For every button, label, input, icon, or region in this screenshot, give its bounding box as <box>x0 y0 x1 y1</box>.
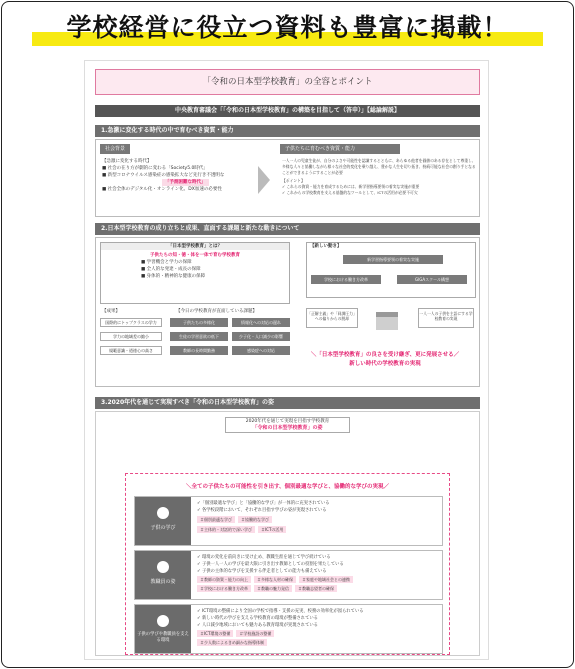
vision-row-label: 子供の学び <box>135 497 191 545</box>
document-preview <box>84 60 489 660</box>
section1-right-text: 一人一人の児童生徒が、自分のよさや可能性を認識するとともに、あらゆる他者を価値のある存在として尊重し、多様な人々と協働しながら様々な社会的変化を乗り越え、豊かな人生を切り拓き、持続可能な社会の創り手となることができるようにすることが必要 【ポイント】 ✓ これらの資質・能力を育成するためには、新学習指導要領の着実な実施が重要 ✓ これからの学校教育を支える基盤的なツールとして、ICTの活用が必要不可欠 <box>282 158 476 195</box>
section1-left-tag: 社会背景 <box>100 144 130 154</box>
reiwa-school-vision <box>125 473 450 655</box>
vision-row-body: ✓ ICT環境の整備により全国の学校で指導・支援の充実、校務の効率化が図られている ✓ 新しい時代の学びを支える学校教育の環境が整備されている ✓ 人口減少地域においても魅力ある教育環境が実現されている ＃ICT環境の整備 ＃学校施設の整備 ＃少人数によるきめ細かな指導体制 <box>197 609 364 645</box>
issue-item: 少子化・人口減少の影響 <box>232 332 290 341</box>
section2-body <box>95 237 480 387</box>
document-title: 「令和の日本型学校教育」の全容とポイント <box>95 69 480 95</box>
headline-text: 学校経営に役立つ資料も豊富に掲載！ <box>66 13 509 42</box>
issue-item: 子供たちの多様化 <box>170 318 228 327</box>
vision-row-body: ✓ 環境の変化を前向きに受け止め、教職生涯を通じて学び続けている ✓ 子供一人一人の学びを最大限に引き出す教師としての役割を果たしている ✓ 子供の主体的な学びを支援する伴走者としての能力も備えている ＃教師の資質・能力の向上 ＃多様な人材の確保 ＃家庭や地域社会との連携 ＃学校における働き方改革 ＃教職の魅力発信 ＃教職志望者の確保 <box>197 554 438 593</box>
result-item: 学力の地域差の縮小 <box>100 332 162 341</box>
school-building-icon <box>376 312 398 330</box>
vision-row-label: 教職員の姿 <box>135 551 191 599</box>
result-item: 国際的にトップクラスの学力 <box>100 318 162 327</box>
new-movements-box: 【新しい動き】 新学習指導要領の着実な実施 学校における働き方改革 GIGAスクール構想 <box>306 242 476 298</box>
shift-away-box: 「正解主義」や「同調圧力」への偏りからの脱却 <box>306 308 358 328</box>
section3-tagline: ＼全ての子供たちの可能性を引き出す、個別最適な学びと、協働的な学びの実現／ <box>185 484 390 490</box>
vision-row <box>134 550 443 600</box>
section1-arrow <box>258 166 270 194</box>
issue-item: 感染症への対応 <box>232 346 290 355</box>
issue-item: 生徒の学習意欲の低下 <box>170 332 228 341</box>
section1-body <box>95 139 480 217</box>
vision-row-label: 子供の学びや教職員を支える環境 <box>135 605 191 653</box>
vision-row-body: ✓「個別最適な学び」と「協働的な学び」が一体的に充実されている ✓ 各学校段階において、それぞれ目指す学びの姿が実現されている ＃個別最適な学び ＃協働的な学び ＃主体的・対話的で深い学び ＃ICTの活用 <box>197 501 330 532</box>
result-item: 規範意識・道徳心の高さ <box>100 346 162 355</box>
issue-item: 教師の長時間勤務 <box>170 346 228 355</box>
section3-heading: 3.2020年代を通じて実現すべき「令和の日本型学校教育」の姿 <box>95 397 480 409</box>
school-building-icon <box>157 615 169 627</box>
results-label: 【成果】 <box>102 309 120 314</box>
issue-item: 情報化への対応の遅れ <box>232 318 290 327</box>
child-learning-icon <box>157 507 169 519</box>
section3-title-box: 2020年代を通じて実現を目指す学校教育 「令和の日本型学校教育」の姿 <box>225 417 350 433</box>
section1-left-text: 【急激に変化する時代】 ■ 社会の在り方が劇的に変わる「Society5.0時代」 ■ 新型コロナウイルス感染症の感染拡大など先行き不透明な 「予測困難な時代」 ■ 社会全体のデジタル化・オンライン化、DX加速の必要性 <box>102 159 225 192</box>
section2-heading: 2.日本型学校教育の成り立ちと成果、直面する課題と新たな動きについて <box>95 223 480 235</box>
headline <box>30 10 545 52</box>
section2-slogan: ＼「日本型学校教育」の良さを受け継ぎ、更に発展させる／ 新しい時代の学校教育の実現 <box>310 352 460 367</box>
issues-label: 【今日の学校教育が直面している課題】 <box>176 309 257 314</box>
document-banner: 中央教育審議会「「令和の日本型学校教育」の構築を目指して（答申）」【総論解説】 <box>95 105 480 117</box>
section1-right-tag: 子供たちに育むべき資質・能力 <box>280 144 400 154</box>
vision-row <box>134 604 443 654</box>
teacher-icon <box>157 561 169 573</box>
vision-row <box>134 496 443 546</box>
japanese-school-education-box: 「日本型学校教育」とは？ 子供たちの知・徳・体を一体で育む学校教育 ■ 学習機会と学力の保障 ■ 全人的な発達・成長の保障 ■ 身体的・精神的な健康の保障 <box>100 242 290 304</box>
child-centered-box: 一人一人の子供を主語にする学校教育の実現 <box>418 308 474 328</box>
section1-heading: 1.急激に変化する時代の中で育むべき資質・能力 <box>95 125 480 137</box>
